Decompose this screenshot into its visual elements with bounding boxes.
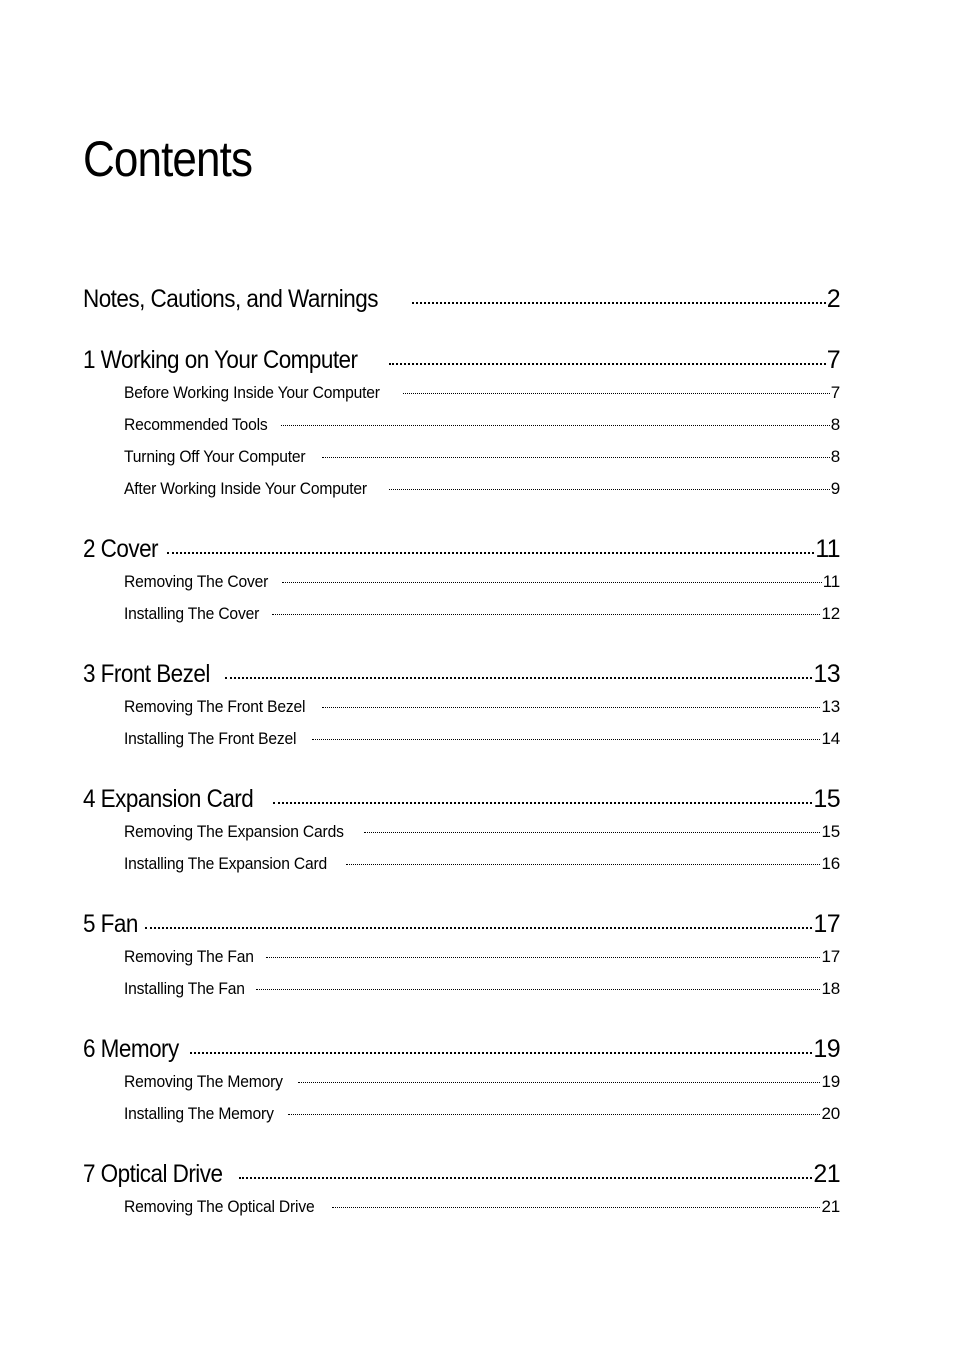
toc-page-number: 8 bbox=[830, 415, 840, 434]
toc-page-number: 9 bbox=[830, 479, 840, 498]
toc-page-number: 19 bbox=[821, 1072, 840, 1091]
toc-page-number: 15 bbox=[813, 785, 840, 813]
toc-chapter-link[interactable] bbox=[83, 343, 840, 377]
toc-entry-link[interactable] bbox=[83, 723, 840, 755]
dot-leader bbox=[346, 864, 821, 865]
toc-entry-link[interactable] bbox=[83, 1098, 840, 1130]
toc-page-number: 11 bbox=[822, 572, 840, 591]
toc-entry-title: Removing The Cover bbox=[124, 572, 269, 591]
toc-chapter-link[interactable] bbox=[83, 1032, 840, 1066]
dot-leader bbox=[239, 1177, 812, 1179]
toc-entry-link[interactable] bbox=[83, 566, 840, 598]
toc-entry-link[interactable] bbox=[83, 691, 840, 723]
toc-entry-title: Removing The Fan bbox=[124, 947, 254, 966]
toc-chapter-title: 3 Front Bezel bbox=[83, 660, 210, 688]
toc-section bbox=[83, 782, 840, 880]
toc-page-number: 11 bbox=[815, 535, 840, 563]
dot-leader bbox=[167, 552, 814, 554]
toc-page-number: 18 bbox=[821, 979, 840, 998]
dot-leader bbox=[332, 1207, 820, 1208]
toc-chapter-title: 7 Optical Drive bbox=[83, 1160, 223, 1188]
toc-section bbox=[83, 343, 840, 505]
toc-section bbox=[83, 1032, 840, 1130]
toc-page-number: 16 bbox=[821, 854, 840, 873]
toc-chapter-link[interactable] bbox=[83, 907, 840, 941]
toc-page-number: 20 bbox=[821, 1104, 840, 1123]
dot-leader bbox=[256, 989, 820, 990]
dot-leader bbox=[281, 425, 830, 426]
toc-chapter-link[interactable] bbox=[83, 282, 840, 316]
toc-entry-title: Recommended Tools bbox=[124, 415, 268, 434]
toc-entry-link[interactable] bbox=[83, 1066, 840, 1098]
toc-chapter-title: 2 Cover bbox=[83, 535, 159, 563]
dot-leader bbox=[145, 927, 812, 929]
toc-section bbox=[83, 657, 840, 755]
toc-page-number: 21 bbox=[821, 1197, 840, 1216]
toc-entry-title: Installing The Cover bbox=[124, 604, 260, 623]
toc-page-number: 2 bbox=[826, 285, 840, 313]
dot-leader bbox=[389, 489, 830, 490]
toc-chapter-title: Notes, Cautions, and Warnings bbox=[83, 285, 378, 313]
toc-entry-link[interactable] bbox=[83, 1191, 840, 1223]
toc-page-number: 7 bbox=[826, 346, 840, 374]
toc-entry-title: After Working Inside Your Computer bbox=[124, 479, 367, 498]
toc-entry-link[interactable] bbox=[83, 973, 840, 1005]
toc-chapter-link[interactable] bbox=[83, 782, 840, 816]
toc-page-number: 8 bbox=[830, 447, 840, 466]
toc-page-number: 12 bbox=[821, 604, 840, 623]
toc-entry-link[interactable] bbox=[83, 598, 840, 630]
toc-page-number: 14 bbox=[821, 729, 840, 748]
toc-entry-link[interactable] bbox=[83, 441, 840, 473]
dot-leader bbox=[190, 1052, 812, 1054]
toc-entry-title: Removing The Memory bbox=[124, 1072, 283, 1091]
toc-page-number: 7 bbox=[830, 383, 840, 402]
toc-page-number: 19 bbox=[813, 1035, 840, 1063]
toc-chapter-link[interactable] bbox=[83, 657, 840, 691]
dot-leader bbox=[225, 677, 813, 679]
table-of-contents bbox=[83, 282, 840, 1250]
toc-entry-title: Installing The Memory bbox=[124, 1104, 274, 1123]
toc-section bbox=[83, 282, 840, 316]
toc-page-number: 17 bbox=[813, 910, 840, 938]
toc-page-number: 15 bbox=[821, 822, 840, 841]
toc-page-number: 13 bbox=[821, 697, 840, 716]
toc-entry-title: Turning Off Your Computer bbox=[124, 447, 306, 466]
dot-leader bbox=[389, 363, 826, 365]
toc-chapter-link[interactable] bbox=[83, 1157, 840, 1191]
toc-entry-title: Before Working Inside Your Computer bbox=[124, 383, 380, 402]
dot-leader bbox=[298, 1082, 821, 1083]
page-title: Contents bbox=[83, 131, 253, 187]
dot-leader bbox=[272, 614, 821, 615]
dot-leader bbox=[403, 393, 830, 394]
toc-entry-link[interactable] bbox=[83, 409, 840, 441]
toc-page-number: 17 bbox=[821, 947, 840, 966]
toc-section bbox=[83, 532, 840, 630]
dot-leader bbox=[273, 802, 812, 804]
toc-chapter-title: 1 Working on Your Computer bbox=[83, 346, 358, 374]
toc-entry-link[interactable] bbox=[83, 816, 840, 848]
toc-section bbox=[83, 1157, 840, 1223]
toc-entry-link[interactable] bbox=[83, 473, 840, 505]
toc-entry-title: Removing The Optical Drive bbox=[124, 1197, 315, 1216]
toc-entry-link[interactable] bbox=[83, 377, 840, 409]
toc-entry-title: Removing The Front Bezel bbox=[124, 697, 306, 716]
toc-entry-title: Removing The Expansion Cards bbox=[124, 822, 344, 841]
dot-leader bbox=[266, 957, 820, 958]
toc-entry-title: Installing The Front Bezel bbox=[124, 729, 297, 748]
dot-leader bbox=[412, 302, 826, 304]
toc-chapter-link[interactable] bbox=[83, 532, 840, 566]
toc-page-number: 21 bbox=[813, 1160, 840, 1188]
toc-chapter-title: 4 Expansion Card bbox=[83, 785, 254, 813]
toc-entry-link[interactable] bbox=[83, 848, 840, 880]
dot-leader bbox=[282, 582, 822, 583]
dot-leader bbox=[322, 707, 820, 708]
dot-leader bbox=[312, 739, 820, 740]
dot-leader bbox=[288, 1114, 821, 1115]
toc-page-number: 13 bbox=[813, 660, 840, 688]
toc-entry-link[interactable] bbox=[83, 941, 840, 973]
dot-leader bbox=[364, 832, 821, 833]
toc-entry-title: Installing The Fan bbox=[124, 979, 245, 998]
toc-chapter-title: 5 Fan bbox=[83, 910, 138, 938]
toc-section bbox=[83, 907, 840, 1005]
dot-leader bbox=[322, 457, 830, 458]
toc-entry-title: Installing The Expansion Card bbox=[124, 854, 328, 873]
toc-chapter-title: 6 Memory bbox=[83, 1035, 179, 1063]
